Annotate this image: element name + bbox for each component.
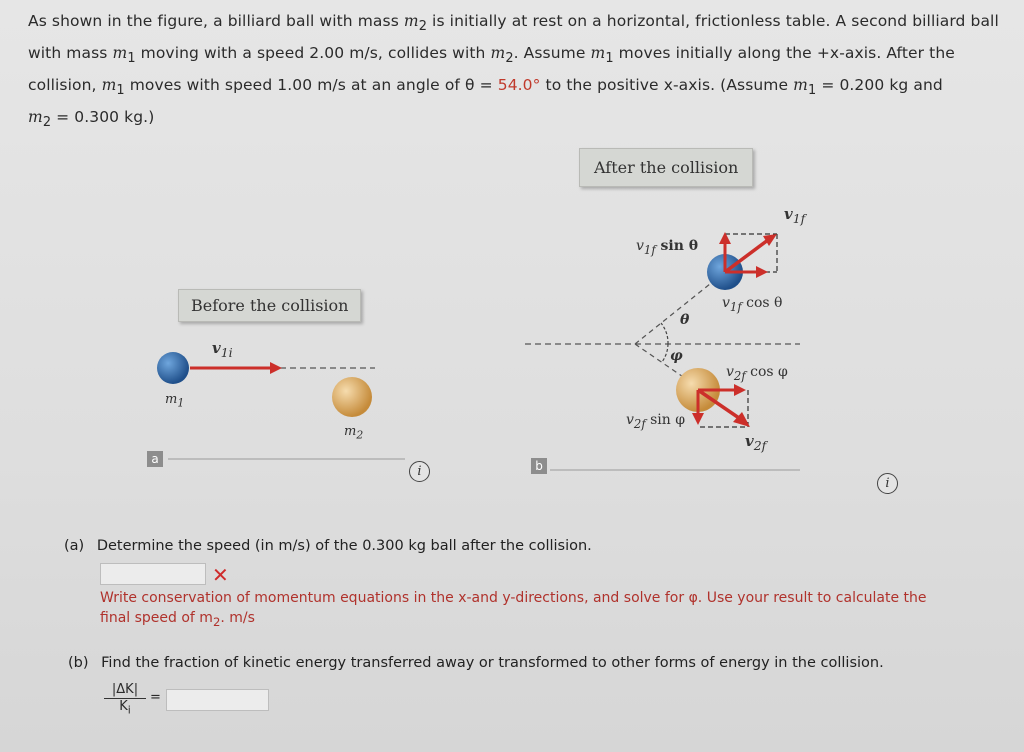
part-a-answer-input[interactable] [100, 563, 206, 585]
figure-b-letter: b [531, 458, 547, 474]
m1-label: $m_1$ [165, 392, 185, 410]
after-collision-label: After the collision [579, 148, 753, 187]
theta-value: 54.0° [497, 76, 541, 95]
phi-label: φ [670, 348, 683, 364]
problem-statement: As shown in the figure, a billiard ball with mass $m_2$ is initially at rest on a horizontal, frictionless table. A second billiard ball with mass $m_1$ moving with a speed 2.00 m/s, collides with $m_2$. Assume $m_1$ moves initially along the +x-axis. After the collision, $m_1$ moves with speed 1.00 m/s at an angle of θ = 54.0° to the positive x-axis. (Assume $m_1 = 0.200$ kg and $m_2 = 0.300$ kg.) [28, 12, 999, 131]
part-a-question: (a) Determine the speed (in m/s) of the 0.300 kg ball after the collision. [64, 538, 592, 554]
phi-arc [662, 344, 668, 362]
theta-label: θ [680, 312, 690, 328]
before-collision-label: Before the collision [178, 289, 361, 322]
part-b-answer-input[interactable] [166, 689, 269, 711]
theta-arc [661, 323, 668, 344]
v2f-sin-label: $v_{2f}$ sin φ [626, 412, 686, 431]
v2f-label: $v_{2f}$ [745, 432, 767, 453]
v1f-sin-label: $v_{1f}$ sin θ [636, 238, 699, 257]
v1f-label: $v_{1f}$ [784, 205, 806, 226]
part-a-hint: Write conservation of momentum equations in the x-and y-directions, and solve for φ. Use your result to calculate the final speed of $m_2$. m/s [100, 590, 927, 629]
figure-a-info-icon[interactable]: i [409, 461, 430, 482]
incorrect-x-icon: ✕ [212, 563, 229, 587]
m2-label: $m_2$ [344, 424, 364, 442]
figure-b-info-icon[interactable]: i [877, 473, 898, 494]
arrowhead-icon [270, 362, 282, 374]
ball-m2 [332, 377, 372, 417]
v1i-label: $v_{1i}$ [212, 339, 233, 360]
ball-m1 [157, 352, 189, 384]
arrowhead-icon [756, 266, 768, 278]
ke-fraction: |ΔK| $K_i$ [104, 682, 146, 717]
part-b-question: (b) Find the fraction of kinetic energy transferred away or transformed to other forms of energy in the collision. [68, 655, 884, 671]
v1f-cos-label: $v_{1f}$ cos θ [722, 295, 783, 314]
arrowhead-icon [734, 384, 746, 396]
v2f-cos-label: $v_{2f}$ cos φ [726, 364, 788, 383]
figure-a-letter: a [147, 451, 163, 467]
arrowhead-icon [692, 413, 704, 425]
ke-equals: = [150, 690, 161, 705]
